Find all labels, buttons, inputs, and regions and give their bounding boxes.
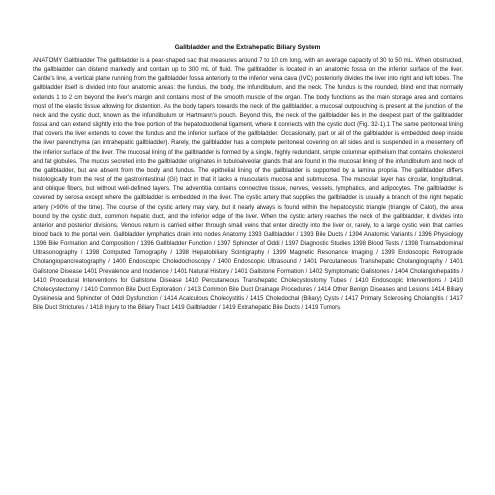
document-body-text: ANATOMY Gallbladder The gallbladder is a pear-shaped sac that measures around 7 to 10 cm long, with an average capacity of 30 to 50 mL. When obstructed, the gallbladder can distend markedly and contain up to 300 mL of fluid. The gallbladder is located in an anatomic fossa on the inferior surface of the liver. Cantle's line, a vertical plane running from the gallbladder fossa anteriorly to the inferior vena cava (IVC) posteriorly divides the liver into right and left lobes. The gallbladder itself is divided into four anatomic areas: the fundus, the body, the infundibulum, and the neck. The fundus is the rounded, blind end that normally extends 1 to 2 cm beyond the liver's margin and contains most of the smooth muscle of the organ. The body functions as the main storage area and contains most of the elastic tissue allowing for distention. As the body tapers towards the neck of the gallbladder, a mucosal outpouching is present at the junction of the neck and the cystic duct, known as the infundibulum or Hartmann's pouch. Beyond this, the neck of the gallbladder lies in the deepest part of the gallbladder fossa and can extend slightly into the free portion of the hepatoduodenal ligament, where it connects with the cystic duct (Fig. 32-1).1 The same peritoneal lining that covers the liver extends to cover the fundus and the inferior surface of the gallbladder. Occasionally, part or all of the gallbladder is embedded deep inside the liver parenchyma (an intrahepatic gallbladder). Rarely, the gallbladder has a complete peritoneal covering on all sides and is suspended in a mesentery off the inferior surface of the liver. The mucosal lining of the gallbladder is formed by a single, highly redundant, simple columnar epithelium that contains cholesterol and fat globules. The mucus secreted into the gallbladder originates in tubuloalveolar glands that are found in the mucosal lining of the infundibulum and neck of the gallbladder, but are absent from the body and fundus. The epithelial lining of the gallbladder is supported by a lamina propria. The gallbladder differs histologically from the rest of the gastrointestinal (GI) tract in that it lacks a muscularis mucosa and submucosa. The muscular layer has circular, longitudinal, and oblique fibers, but without well-defined layers. The adventitia contains connective tissue, nerves, vessels, lymphatics, and adipocytes. The gallbladder is covered by serosa except where the gallbladder is embedded in the liver. The cystic artery that supplies the gallbladder is usually a branch of the right hepatic artery (>90% of the time). The course of the cystic artery may vary, but it nearly always is found within the hepatocystic triangle (triangle of Calot), the area bound by the cystic duct, common hepatic duct, and the inferior edge of the liver. When the cystic artery reaches the neck of the gallbladder, it divides into anterior and posterior divisions. Venous return is carried either through small veins that enter directly into the liver or, rarely, to a large cystic vein that carries blood back to the portal vein. Gallbladder lymphatics drain into nodes Anatomy 1393 Gallbladder / 1393 Bile Ducts / 1394 Anatomic Variants / 1396 Physiology 1396 Bile Formation and Composition / 1396 Gallbladder Function / 1397 Sphincter of Oddi / 1397 Diagnostic Studies 1398 Blood Tests / 1398 Transabdominal Ultrasonography / 1398 Computed Tomography / 1398 Hepatobiliary Scintigraphy / 1399 Magnetic Resonance Imaging / 1399 Endoscopic Retrograde Cholangiopancreatography / 1400 Endoscopic Choledochoscopy / 1400 Endoscopic Ultrasound / 1401 Percutaneous Transhepatic Cholangiography / 1401 Gallstone Disease 1401 Prevalence and Incidence / 1401 Natural History / 1401 Gallstone Formation / 1402 Symptomatic Gallstones / 1404 Cholangiohepatitis / 1410 Procedural Interventions for Gallstone Disease 1410 Percutaneous Transhepatic Cholecystostomy Tubes / 1410 Endoscopic Interventions / 1410 Cholecystectomy / 1410 Common Bile Duct Exploration / 1413 Common Bile Duct Drainage Procedures / 1414 Other Benign Diseases and Lesions 1414 Biliary Dyskinesia and Sphincter of Oddi Dysfunction / 1414 Acalculous Cholecystitis / 1415 Choledochal (Biliary) Cysts / 1417 Primary Sclerosing Cholangitis / 1417 Bile Duct Strictures / 1418 Injury to the Biliary Tract 1419 Gallbladder / 1419 Extrahepatic Bile Ducts / 1419 Tumors [33, 58, 463, 312]
document-title: Gallbladder and the Extrahepatic Biliary System [174, 44, 321, 51]
